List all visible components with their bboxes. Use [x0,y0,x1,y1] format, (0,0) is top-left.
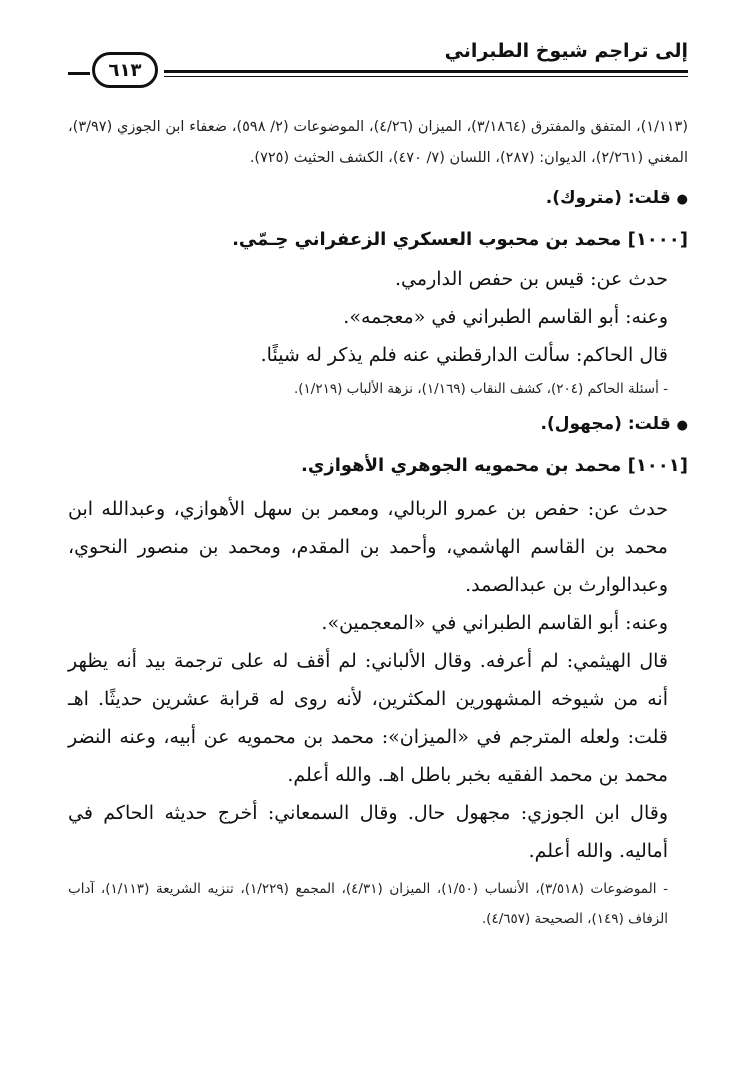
sources-note-1001: - الموضوعات (٣/٥١٨)، الأنساب (١/٥٠)، الميزان (٤/٣١)، المجمع (١/٢٢٩)، تنزيه الشريعة (١/١١٣)، آداب الزفاف (١٤٩)، الصحيحة (٤/٦٥٧). [68,881,668,927]
narrators-from-him-1001: وعنه: أبو القاسم الطبراني في «المعجمين». [321,612,668,634]
sources-note-1000: - أسئلة الحاكم (٢٠٤)، كشف النقاب (١/١٦٩)، نزهة الألباب (١/٢١٩). [293,381,668,397]
narrators-from-him-1000: وعنه: أبو القاسم الطبراني في «معجمه». [343,306,668,328]
bullet-icon: ● [676,192,688,207]
header-rule-thin [164,76,688,77]
running-title: إلى تراجم شيوخ الطبراني [444,40,688,62]
haythami-statement-1001: قال الهيثمي: لم أعرفه. وقال الألباني: لم أقف له على ترجمة بيد أنه يظهر أنه من شيوخه المشهورين المكثرين، لأنه روى له قرابة عشرين حديثًا. اهـ قلت: ولعله المترجم في «الميزان»: محمد بن محمويه عن أبيه، وعنه النضر محمد بن محمد الفقيه بخبر باطل اهـ. والله أعلم. [68,650,668,786]
ibn-jawzi-statement-1001: وقال ابن الجوزي: مجهول حال. وقال السمعاني: أخرج حديثه الحاكم في أماليه. والله أعلم. [68,802,668,862]
page-body [68,112,688,934]
page-header [68,38,688,92]
header-rule-thick [164,70,688,73]
page-number: ٦١٣ [92,52,158,88]
verdict-text: قلت: (مجهول). [540,414,671,434]
hakim-statement-1000: قال الحاكم: سألت الدارقطني عنه فلم يذكر له شيئًا. [260,344,668,366]
entry-heading-1001: [١٠٠١] محمد بن محمويه الجوهري الأهوازي. [301,455,688,476]
narrated-from-1001: حدث عن: حفص بن عمرو الربالي، ومعمر بن سهل الأهوازي، وعبدالله ابن محمد بن القاسم الهاشمي، وأحمد بن المقدم، ومحمد بن منصور النحوي، وعبدالوارث بن عبدالصمد. [68,498,668,596]
header-rule-left [68,72,90,75]
narrated-from-1000: حدث عن: قيس بن حفص الدارمي. [395,268,668,290]
bullet-icon: ● [676,418,688,433]
footnote-sources-prev: (١/١١٣)، المتفق والمفترق (٣/١٨٦٤)، الميزان (٤/٢٦)، الموضوعات (٢/ ٥٩٨)، ضعفاء ابن الجوزي (٣/٩٧)، المغني (٢/٢٦١)، الديوان: (٢٨٧)، اللسان (٧/ ٤٧٠)، الكشف الحثيث (٧٢٥). [68,119,689,166]
verdict-prev [68,178,688,220]
verdict-1000 [68,404,688,446]
verdict-text: قلت: (متروك). [545,188,671,208]
entry-heading-1000: [١٠٠٠] محمد بن محبوب العسكري الزعفراني حِـمّي. [232,229,688,250]
